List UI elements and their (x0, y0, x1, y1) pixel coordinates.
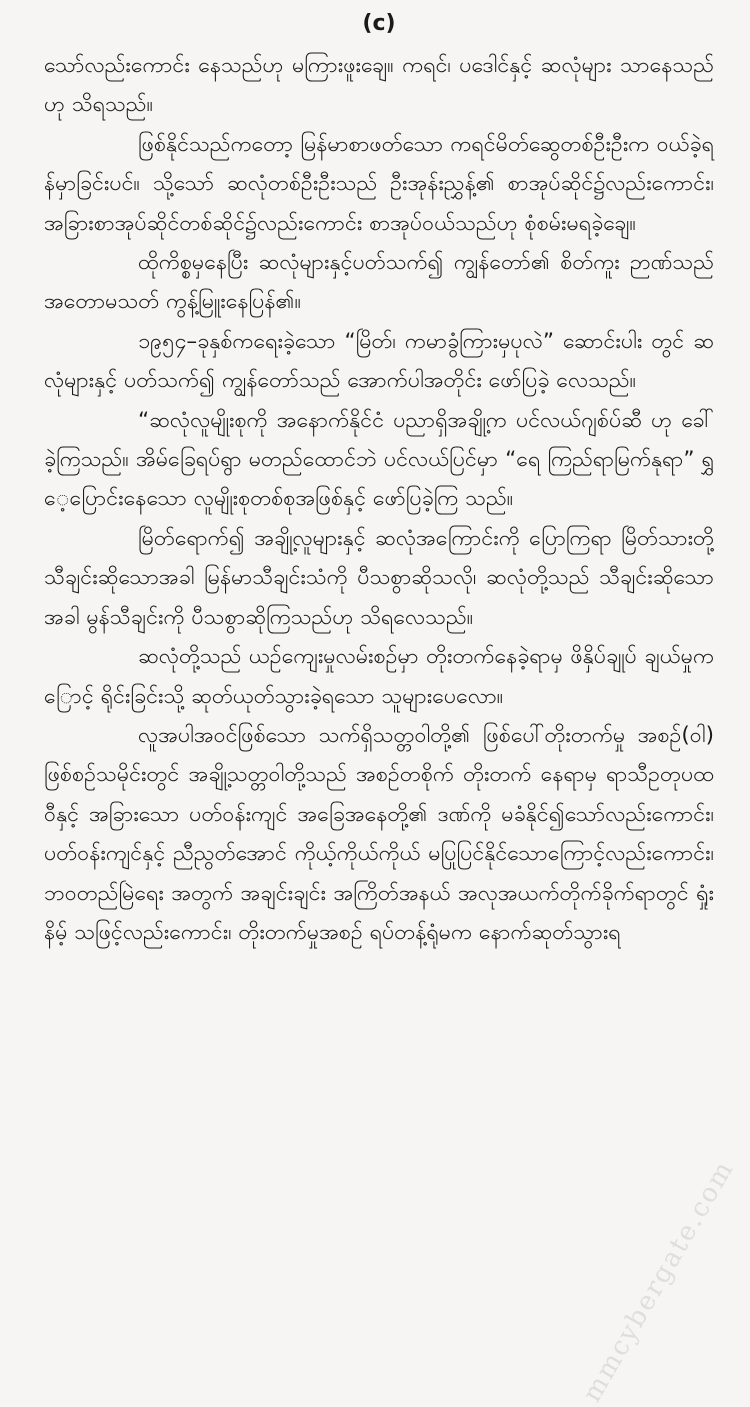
paragraph-1: သော်လည်းကောင်း နေသည်ဟု မကြားဖူးချေ။ ကရင်၊ ပဒေါင်နှင့် ဆလုံများ သာနေသည်ဟု သိရသည်။ (44, 53, 714, 118)
paragraph-7: ဆလုံတို့သည် ယဉ်ကျေးမှုလမ်းစဉ်မှာ တိုးတက်နေခဲ့ရာမှ ဖိနှိပ်ချုပ် ချယ်မှုကြောင့် ရိုင်းခြင်းသို့ ဆုတ်ယုတ်သွားခဲ့ရသော သူများပေလော။ (44, 644, 714, 709)
paragraph-5: “ဆလုံလူမျိုးစုကို အနောက်နိုင်ငံ ပညာရှိအချို့က ပင်လယ်ဂျစ်ပ်ဆီ ဟု ခေါ်ခဲ့ကြသည်။ အိမ်ခြေရပ်ရွာ မတည်ထောင်ဘဲ ပင်လယ်ပြင်မှာ “ရေ ကြည်ရာမြက်နုရာ” ရွှေ့ပြောင်းနေသော လူမျိုးစုတစ်စုအဖြစ်နှင့် ဖော်ပြခဲ့ကြ သည်။ (44, 407, 714, 512)
watermark-text: mmcybergate.com (576, 1155, 740, 1407)
paragraph-6: မြိတ်ရောက်၍ အချို့လူများနှင့် ဆလုံအကြောင်းကို ပြောကြရာ မြိတ်သားတို့ သီချင်းဆိုသောအခါ မြန်မာသီချင်းသံကို ပီသစွာဆိုသလို၊ ဆလုံတို့သည် သီချင်းဆိုသောအခါ မွန်သီချင်းကို ပီသစွာဆိုကြသည်ဟု သိရလေသည်။ (44, 525, 714, 630)
paragraph-8: လူအပါအဝင်ဖြစ်သော သက်ရှိသတ္တဝါတို့၏ ဖြစ်ပေါ်တိုးတက်မှု အစဉ်(၀ါ) ဖြစ်စဉ်သမိုင်းတွင် အချို့သတ္တဝါတို့သည် အစဉ်တစိုက် တိုးတက် နေရာမှ ရာသီဥတုပထဝီနှင့် အခြားသော ပတ်ဝန်းကျင် အခြေအနေတို့၏ ဒဏ်ကို မခံနိုင်၍သော်လည်းကောင်း၊ ပတ်ဝန်းကျင်နှင့် ညီညွတ်အောင် ကိုယ့်ကိုယ်ကိုယ် မပြုပြင်နိုင်သောကြောင့်လည်းကောင်း၊ ဘဝတည်မြဲရေး အတွက် အချင်းချင်း အကြိတ်အနယ် အလုအယက်တိုက်ခိုက်ရာတွင် ရှုံးနိမ့် သဖြင့်လည်းကောင်း၊ တိုးတက်မှုအစဉ် ရပ်တန့်ရုံမက နောက်ဆုတ်သွားရ (44, 722, 714, 945)
page-number: (c) (362, 11, 396, 36)
paragraph-2: ဖြစ်နိုင်သည်ကတော့ မြန်မာစာဖတ်သော ကရင်မိတ်ဆွေတစ်ဦးဦးက ဝယ်ခဲ့ရန်မှာခြင်းပင်။ သို့သော် ဆလုံတစ်ဦးဦးသည် ဦးအုန်းညွှန့်၏ စာအုပ်ဆိုင်၌လည်းကောင်း၊ အခြားစာအုပ်ဆိုင်တစ်ဆိုင်၌လည်းကောင်း စာအုပ်ဝယ်သည်ဟု စုံစမ်းမရခဲ့ချေ။ (44, 131, 714, 236)
paragraph-4: ၁၉၅၄–ခုနှစ်ကရေးခဲ့သော “မြိတ်၊ ကမာခွံကြားမှပုလဲ” ဆောင်းပါး တွင် ဆလုံများနှင့် ပတ်သက်၍ ကျွန်တော်သည် အောက်ပါအတိုင်း ဖော်ပြခဲ့ လေသည်။ (44, 328, 714, 394)
paragraph-3: ထိုကိစ္စမှနေပြီး ဆလုံများနှင့်ပတ်သက်၍ ကျွန်တော်၏ စိတ်ကူး ဉာဏ်သည် အတောမသတ် ကွန့်မြူးနေပြန်၏။ (44, 250, 714, 315)
